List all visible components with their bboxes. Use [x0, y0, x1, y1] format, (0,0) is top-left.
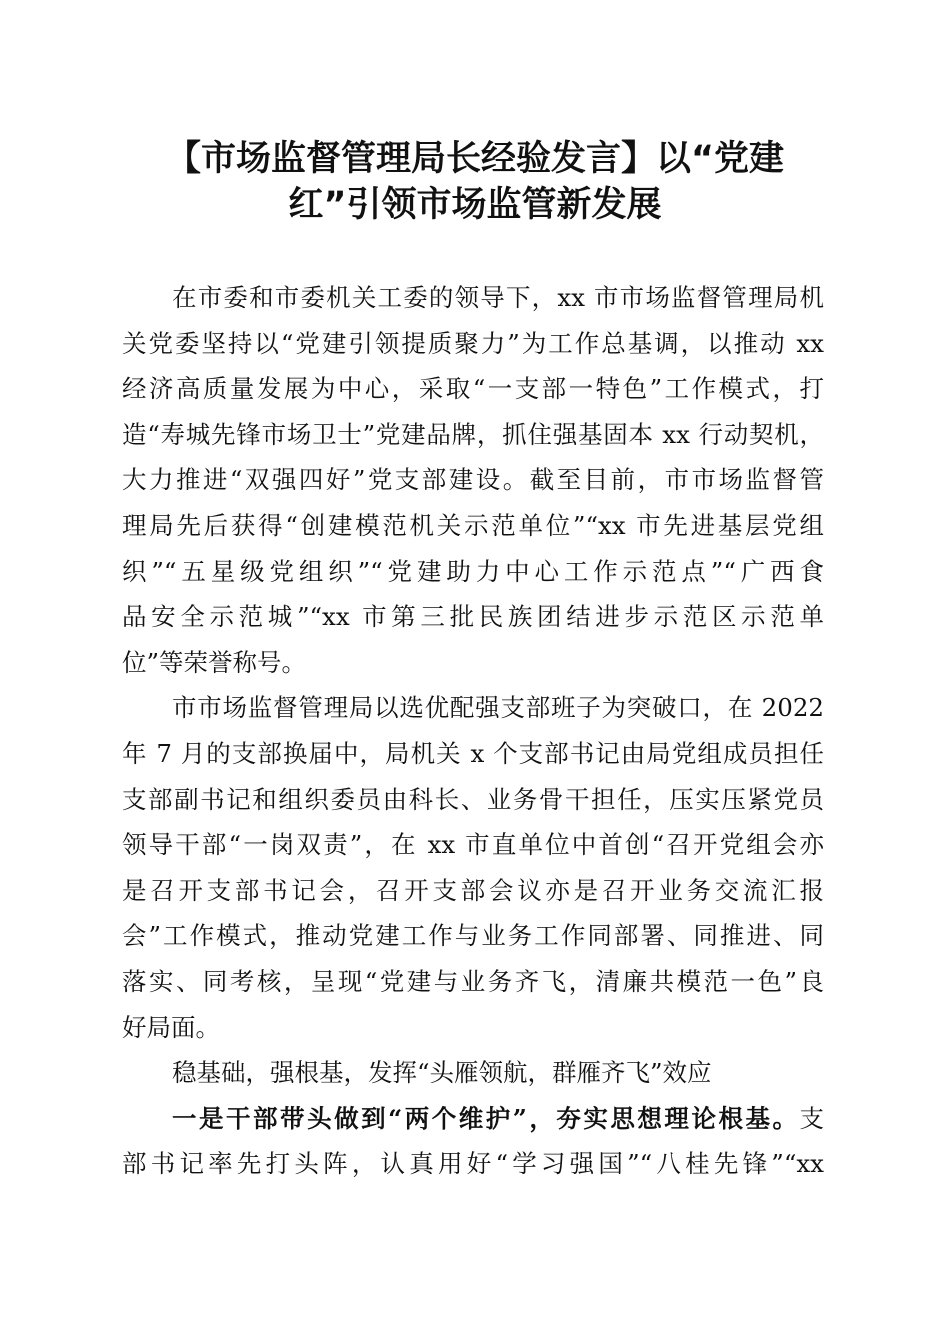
document-body [122, 275, 824, 1187]
text-line: 织”“五星级党组织”“党建助力中心工作示范点”“广西食 [122, 556, 824, 586]
bold-lead: 一是干部带头做到“两个维护”，夯实思想理论根基。 [172, 1103, 800, 1133]
text-line: 市市场监督管理局以选优配强支部班子为突破口，在 2022 [172, 693, 824, 723]
text-line: 经济高质量发展为中心，采取“一支部一特色”工作模式，打 [122, 374, 824, 404]
text-line: 理局先后获得“创建模范机关示范单位”“xx 市先进基层党组 [122, 510, 824, 540]
section-heading [122, 1050, 824, 1096]
paragraph-2 [122, 685, 824, 1050]
text-line: 在市委和市委机关工委的领导下，xx 市市场监督管理局机 [172, 283, 824, 312]
lead-rest: 支 [799, 1103, 824, 1133]
text-line: 年 7 月的支部换届中，局机关 x 个支部书记由局党组成员担任 [122, 738, 824, 768]
document-title [0, 136, 950, 228]
paragraph-4 [122, 1096, 824, 1187]
text-line: 关党委坚持以“党建引领提质聚力”为工作总基调，以推动 xx [122, 328, 824, 358]
title-line-2: 红”引领市场监管新发展 [288, 185, 662, 225]
text-line: 大力推进“双强四好”党支部建设。截至目前，市市场监督管 [122, 465, 824, 495]
text-line: 位”等荣誉称号。 [122, 647, 307, 677]
text-line: 品安全示范城”“xx 市第三批民族团结进步示范区示范单 [122, 602, 824, 632]
text-line: 支部副书记和组织委员由科长、业务骨干担任，压实压紧党员 [122, 784, 824, 814]
paragraph-1 [122, 275, 824, 685]
text-line: 领导干部“一岗双责”，在 xx 市直单位中首创“召开党组会亦 [122, 830, 824, 860]
text-line: 是召开支部书记会，召开支部会议亦是召开业务交流汇报 [122, 875, 824, 905]
text-line: 造“寿城先锋市场卫士”党建品牌，抓住强基固本 xx 行动契机， [122, 419, 824, 449]
text-line: 落实、同考核，呈现“党建与业务齐飞，清廉共模范一色”良 [122, 966, 824, 996]
title-line-1: 【市场监督管理局长经验发言】以“党建 [165, 139, 784, 179]
text-line: 部书记率先打头阵，认真用好“学习强国”“八桂先锋”“xx [122, 1149, 824, 1179]
text-line: 好局面。 [122, 1012, 220, 1042]
text-line: 稳基础，强根基，发挥“头雁领航，群雁齐飞”效应 [172, 1058, 712, 1088]
text-line [122, 1096, 824, 1142]
text-line: 会”工作模式，推动党建工作与业务工作同部署、同推进、同 [122, 921, 824, 951]
